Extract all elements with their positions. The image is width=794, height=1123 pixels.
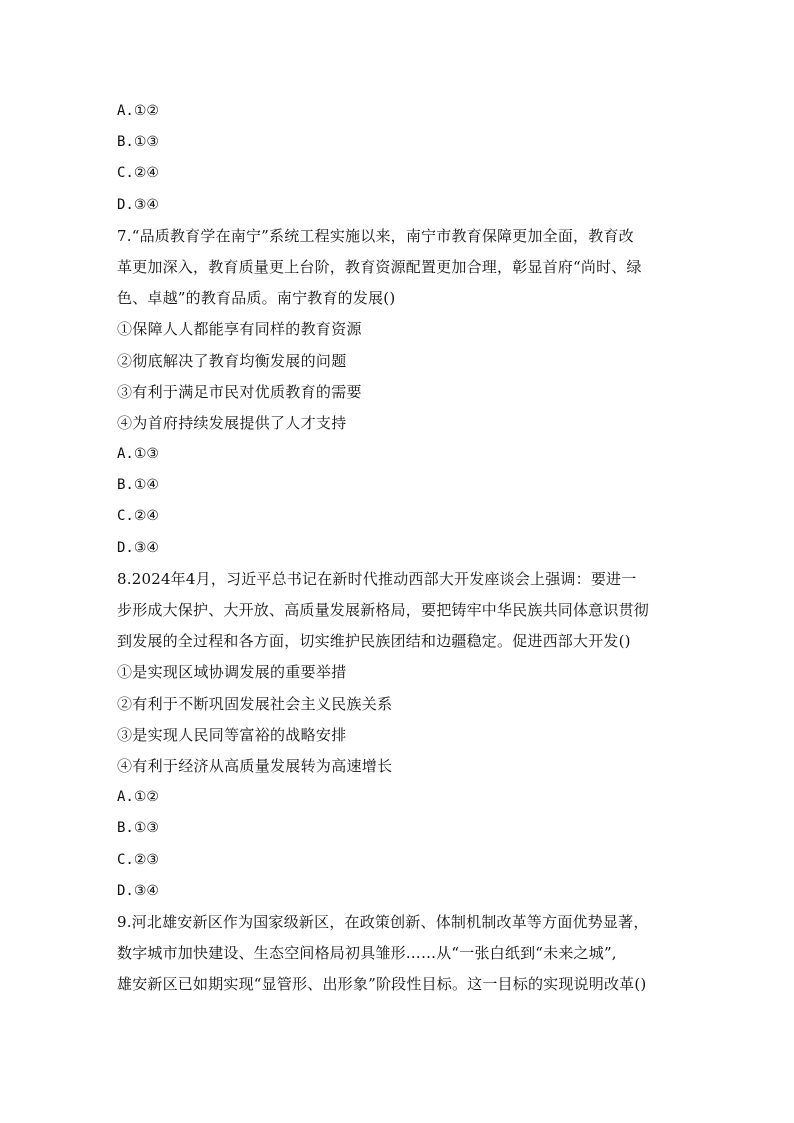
q9-stem-line-1: 9.河北雄安新区作为国家级新区，在政策创新、体制机制改革等方面优势显著， bbox=[117, 912, 649, 931]
q6-option-b[interactable]: B.①③ bbox=[117, 134, 159, 151]
q7-stem-line-3: 色、卓越”的教育品质。南宁教育的发展() bbox=[117, 289, 396, 308]
q6-option-d[interactable]: D.③④ bbox=[117, 196, 159, 213]
q8-statement-4: ④有利于经济从高质量发展转为高速增长 bbox=[117, 756, 393, 775]
q9-stem-line-3: 雄安新区已如期实现“显管形、出形象”阶段性目标。这一目标的实现说明改革() bbox=[117, 975, 647, 994]
q8-stem-line-2: 步形成大保护、大开放、高质量发展新格局，要把铸牢中华民族共同体意识贯彻 bbox=[117, 601, 650, 619]
q8-statement-3: ③是实现人民同等富裕的战略安排 bbox=[117, 725, 347, 744]
q8-statement-1: ①是实现区域协调发展的重要举措 bbox=[117, 663, 347, 682]
q8-option-c[interactable]: C.②③ bbox=[117, 851, 159, 868]
q7-statement-2: ②彻底解决了教育均衡发展的问题 bbox=[117, 351, 347, 370]
question-7 bbox=[117, 221, 679, 564]
exam-page bbox=[117, 96, 679, 1000]
q8-stem-line-1: 8.2024年4月，习近平总书记在新时代推动西部大开发座谈会上强调：要进一 bbox=[117, 569, 637, 588]
q7-option-c[interactable]: C.②④ bbox=[117, 508, 159, 525]
q8-option-a[interactable]: A.①② bbox=[117, 789, 159, 806]
q8-option-d[interactable]: D.③④ bbox=[117, 882, 159, 899]
q7-stem-line-1: 7.“品质教育学在南宁”系统工程实施以来，南宁市教育保障更加全面，教育改 bbox=[117, 226, 634, 245]
q6-option-c[interactable]: C.②④ bbox=[117, 165, 159, 182]
q7-option-d[interactable]: D.③④ bbox=[117, 539, 159, 556]
q6-option-a[interactable]: A.①② bbox=[117, 103, 159, 119]
q8-option-b[interactable]: B.①③ bbox=[117, 820, 159, 837]
q9-stem-line-2: 数字城市加快建设、生态空间格局初具雏形……从“一张白纸到“未来之城”, bbox=[117, 944, 617, 963]
q7-option-b[interactable]: B.①④ bbox=[117, 477, 159, 494]
q7-statement-4: ④为首府持续发展提供了人才支持 bbox=[117, 413, 347, 432]
q8-stem-line-3: 到发展的全过程和各方面，切实维护民族团结和边疆稳定。促进西部大开发() bbox=[117, 632, 631, 651]
q7-statement-3: ③有利于满足市民对优质教育的需要 bbox=[117, 382, 362, 401]
q7-option-a[interactable]: A.①③ bbox=[117, 446, 159, 463]
question-9 bbox=[117, 907, 679, 1001]
q7-statement-1: ①保障人人都能享有同样的教育资源 bbox=[117, 320, 362, 339]
q7-stem-line-2: 革更加深入，教育质量更上台阶，教育资源配置更加合理，彰显首府“尚时、绿 bbox=[117, 257, 642, 276]
q6-options bbox=[117, 96, 679, 221]
q8-statement-2: ②有利于不断巩固发展社会主义民族关系 bbox=[117, 694, 393, 713]
question-8 bbox=[117, 564, 679, 907]
